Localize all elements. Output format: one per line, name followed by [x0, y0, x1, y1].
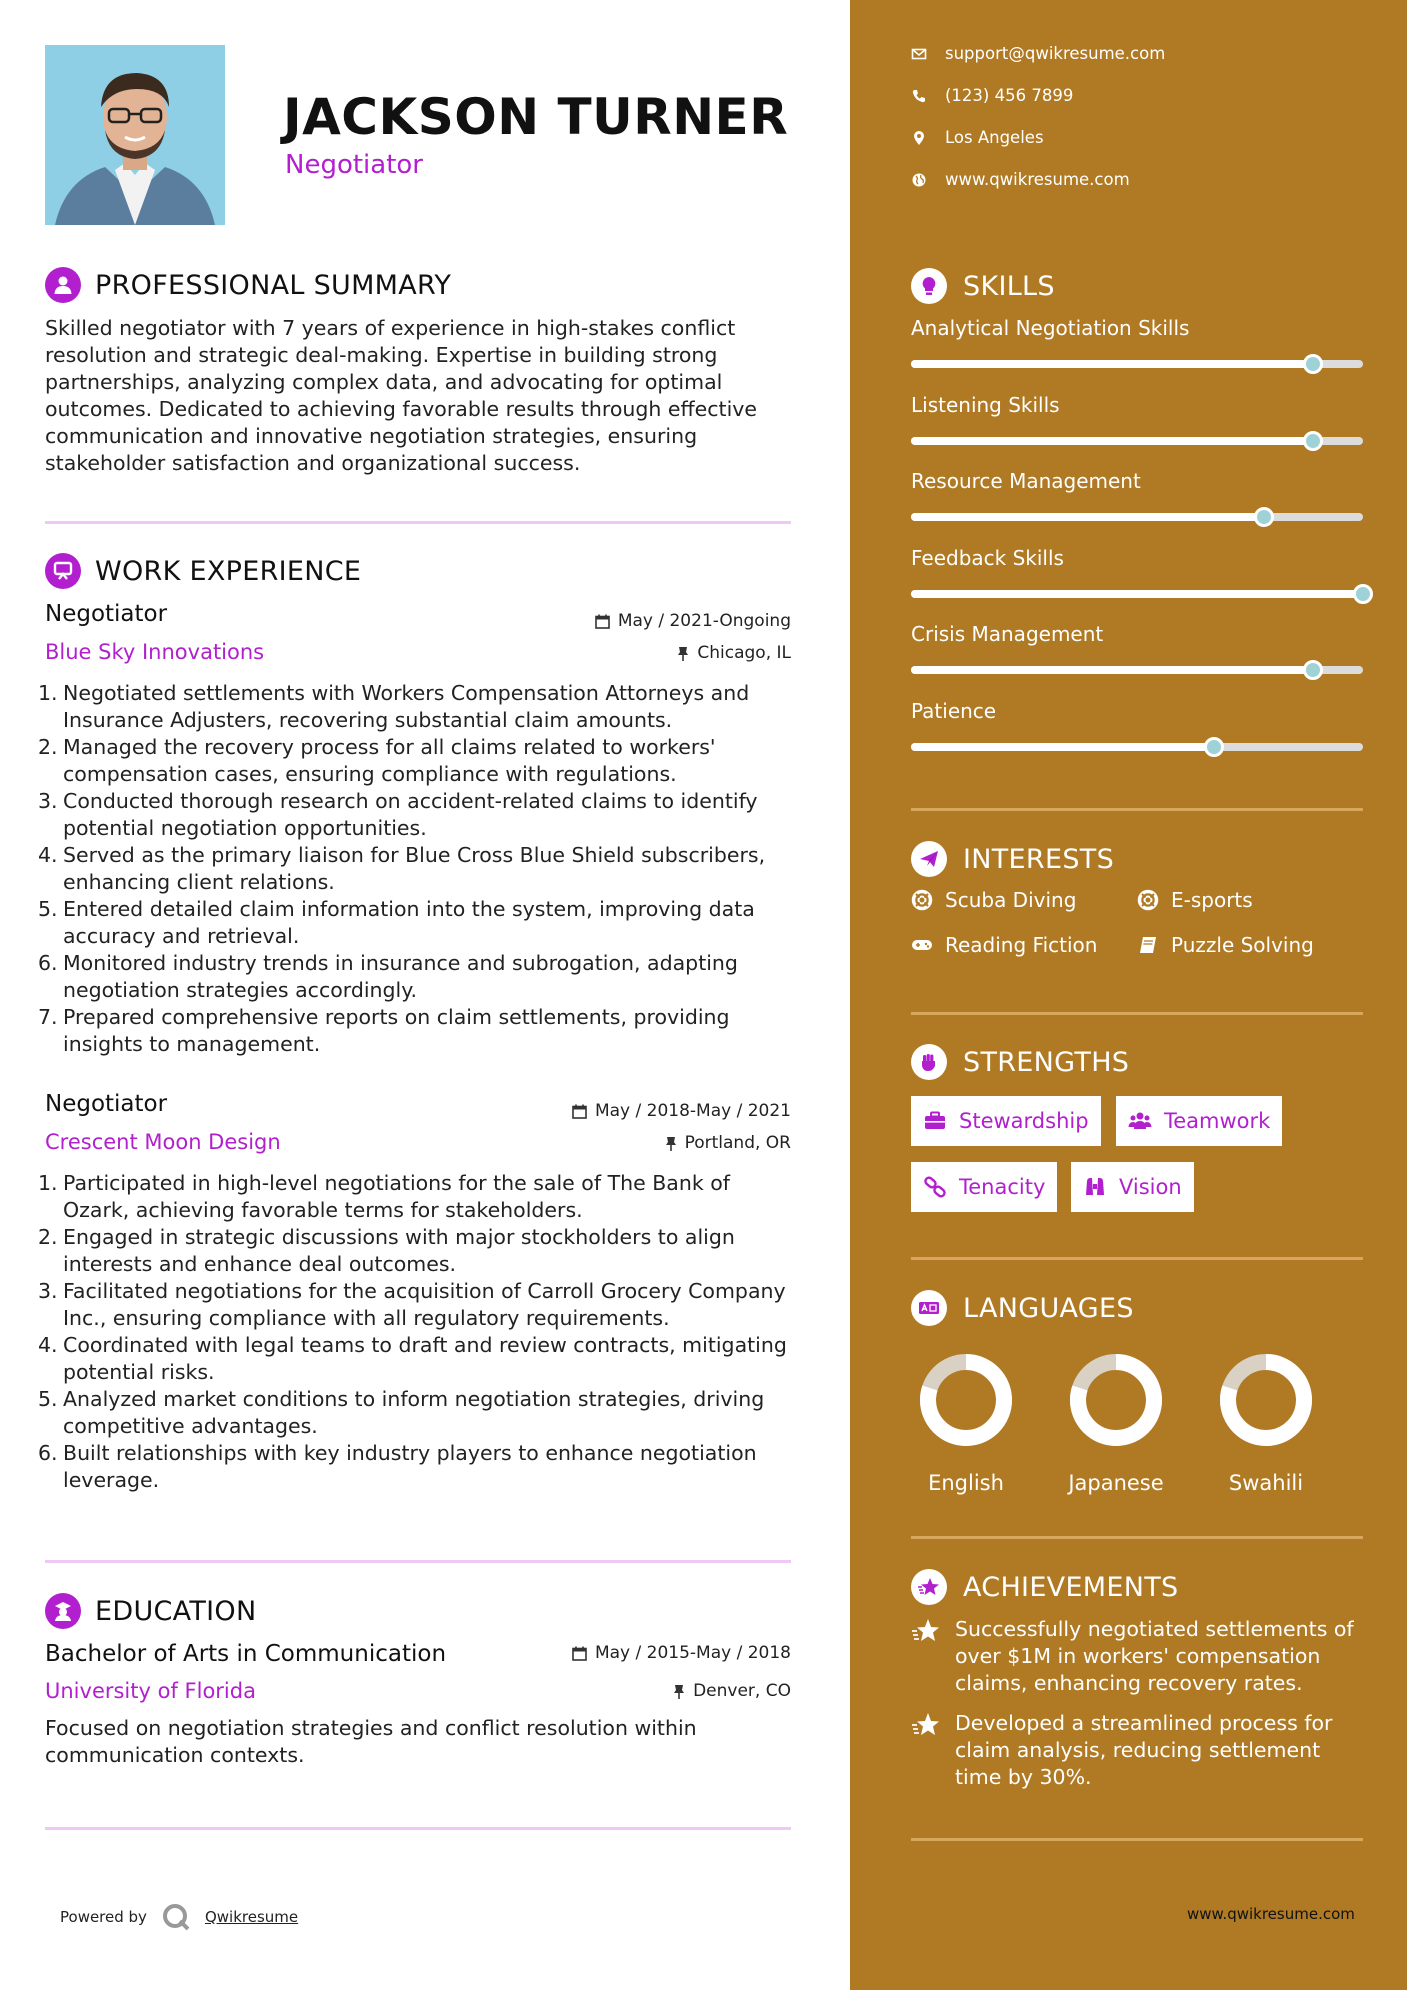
strength-label: Tenacity — [959, 1175, 1046, 1199]
work-heading-row — [45, 553, 361, 589]
interest-item — [1137, 888, 1253, 912]
interests-heading-row — [911, 841, 1114, 877]
duty-number: 7. — [38, 1005, 58, 1029]
contact-website-text: www.qwikresume.com — [945, 170, 1130, 189]
skill-label: Analytical Negotiation Skills — [911, 316, 1190, 340]
duty-item — [38, 1440, 798, 1494]
language-label: Japanese — [1068, 1471, 1164, 1495]
interest-label: Reading Fiction — [945, 933, 1098, 957]
job-location-text: Portland, OR — [684, 1133, 791, 1153]
skill-bar-fill — [911, 743, 1214, 751]
duty-number: 6. — [38, 951, 58, 975]
fist-icon — [911, 1044, 947, 1080]
user-icon — [45, 267, 81, 303]
qwikresume-link[interactable]: Qwikresume — [204, 1908, 299, 1926]
skill-bar-knob — [1353, 584, 1373, 604]
achievements-heading: ACHIEVEMENTS — [963, 1571, 1179, 1603]
skills-heading: SKILLS — [963, 270, 1055, 302]
link-icon — [923, 1175, 947, 1199]
duty-item — [38, 1386, 798, 1440]
job-role: Negotiator — [45, 1091, 168, 1117]
skill-bar-fill — [911, 513, 1264, 521]
language-label: English — [928, 1471, 1004, 1495]
divider — [911, 1536, 1363, 1539]
contact-website[interactable] — [911, 170, 1130, 189]
job-company: Crescent Moon Design — [45, 1130, 281, 1154]
job-location — [677, 643, 791, 663]
binoculars-icon — [1083, 1175, 1107, 1199]
duty-text: Served as the primary liaison for Blue Cross Blue Shield subscribers, enhancing client relations. — [63, 843, 766, 894]
education-location — [673, 1681, 791, 1701]
skill-label: Listening Skills — [911, 392, 1060, 417]
work-heading: WORK EXPERIENCE — [95, 555, 362, 587]
achievements-heading-row — [911, 1569, 1179, 1605]
duty-item — [38, 1332, 798, 1386]
skill-label: Feedback Skills — [911, 545, 1064, 570]
users-icon — [1128, 1109, 1152, 1133]
skill-bar — [911, 743, 1363, 751]
contact-email[interactable] — [911, 44, 1165, 63]
skill-bar — [911, 513, 1363, 521]
language-icon — [911, 1290, 947, 1326]
duty-number: 5. — [38, 1387, 58, 1411]
strength-label: Teamwork — [1164, 1109, 1271, 1133]
duty-item — [38, 680, 798, 734]
achievement-item — [911, 1710, 1366, 1791]
summary-heading: PROFESSIONAL SUMMARY — [95, 269, 452, 301]
strength-badge — [911, 1096, 1101, 1146]
contact-phone — [911, 86, 1073, 105]
duty-item — [38, 842, 798, 896]
duty-number: 1. — [38, 681, 58, 705]
skill-bar-fill — [911, 666, 1313, 674]
job-date — [572, 1101, 791, 1121]
duty-text: Engaged in strategic discussions with major stockholders to align interests and enhance deal outcomes. — [63, 1225, 735, 1276]
language-ring — [1211, 1345, 1321, 1455]
life-ring-icon — [911, 889, 933, 911]
strengths-heading: STRENGTHS — [963, 1046, 1130, 1078]
languages-heading: LANGUAGES — [963, 1292, 1134, 1324]
job-duties-list — [38, 680, 798, 1058]
strength-badge — [1071, 1162, 1194, 1212]
skill-bar — [911, 590, 1363, 598]
interest-item — [1137, 933, 1314, 957]
interest-label: E-sports — [1171, 888, 1253, 912]
interest-label: Scuba Diving — [945, 888, 1077, 912]
job-date — [595, 611, 791, 631]
divider — [911, 1838, 1363, 1841]
education-heading-row — [45, 1593, 256, 1629]
skill-bar — [911, 360, 1363, 368]
graduate-icon — [45, 1593, 81, 1629]
strength-badge — [1116, 1096, 1282, 1146]
strengths-heading-row — [911, 1044, 1129, 1080]
life-ring-icon — [1137, 889, 1159, 911]
pin-icon — [673, 1684, 685, 1699]
duty-number: 4. — [38, 843, 58, 867]
job-location-text: Chicago, IL — [697, 643, 791, 663]
degree: Bachelor of Arts in Communication — [45, 1641, 447, 1667]
duty-item — [38, 1004, 798, 1058]
qwikresume-logo-icon — [161, 1902, 191, 1932]
interest-item — [911, 933, 1097, 957]
skill-label: Resource Management — [911, 469, 1141, 493]
language-ring — [1061, 1345, 1171, 1455]
candidate-title: Negotiator — [285, 150, 423, 180]
contact-location — [911, 128, 1044, 147]
profile-photo — [45, 45, 225, 225]
duty-text: Managed the recovery process for all claims related to workers' compensation cases, ensuring compliance with regulations. — [63, 735, 716, 786]
gamepad-icon — [911, 934, 933, 956]
pin-icon — [665, 1136, 677, 1151]
divider — [911, 1257, 1363, 1260]
skill-bar-knob — [1204, 737, 1224, 757]
languages-heading-row — [911, 1290, 1134, 1326]
book-icon — [1137, 934, 1159, 956]
strength-badge — [911, 1162, 1057, 1212]
school: University of Florida — [45, 1679, 256, 1703]
duty-text: Facilitated negotiations for the acquisition of Carroll Grocery Company Inc., ensuring compliance with all regulatory requirements. — [63, 1279, 786, 1330]
interest-item — [911, 888, 1076, 912]
job-company: Blue Sky Innovations — [45, 640, 265, 664]
briefcase-icon — [923, 1109, 947, 1133]
divider — [911, 808, 1363, 811]
phone-icon — [911, 88, 927, 104]
contact-phone-text: (123) 456 7899 — [945, 86, 1074, 105]
duty-number: 6. — [38, 1441, 58, 1465]
duty-text: Analyzed market conditions to inform negotiation strategies, driving competitive advantages. — [63, 1387, 765, 1438]
interests-heading: INTERESTS — [963, 843, 1115, 875]
duty-text: Participated in high-level negotiations for the sale of The Bank of Ozark, achieving favorable terms for stakeholders. — [63, 1171, 730, 1222]
achievement-item — [911, 1616, 1366, 1697]
achievement-text: Developed a streamlined process for claim analysis, reducing settlement time by 30%. — [955, 1711, 1333, 1789]
education-date — [572, 1643, 791, 1663]
star-icon — [911, 1616, 941, 1646]
job-role: Negotiator — [45, 601, 168, 627]
duty-text: Negotiated settlements with Workers Compensation Attorneys and Insurance Adjusters, recovering substantial claim amounts. — [63, 681, 750, 732]
strength-label: Stewardship — [959, 1109, 1089, 1133]
education-heading: EDUCATION — [95, 1595, 257, 1627]
duty-text: Conducted thorough research on accident-related claims to identify potential negotiation opportunities. — [63, 789, 758, 840]
star-badge-icon — [911, 1569, 947, 1605]
calendar-icon — [595, 614, 610, 629]
lightbulb-icon — [911, 268, 947, 304]
language-ring — [911, 1345, 1021, 1455]
summary-heading-row — [45, 267, 451, 303]
job-duties-list — [38, 1170, 798, 1494]
job-date-text: May / 2018-May / 2021 — [594, 1101, 791, 1121]
duty-text: Monitored industry trends in insurance and subrogation, adapting negotiation strategies accordingly. — [63, 951, 738, 1002]
interest-label: Puzzle Solving — [1171, 933, 1314, 957]
divider — [45, 521, 791, 524]
education-location-text: Denver, CO — [693, 1681, 791, 1701]
envelope-icon — [911, 46, 927, 62]
skills-heading-row — [911, 268, 1055, 304]
skill-bar — [911, 666, 1363, 674]
divider — [911, 1012, 1363, 1015]
powered-by — [60, 1902, 298, 1932]
divider — [45, 1827, 791, 1830]
skill-bar-knob — [1254, 507, 1274, 527]
skill-bar — [911, 437, 1363, 445]
duty-number: 5. — [38, 897, 58, 921]
calendar-icon — [572, 1646, 587, 1661]
footer-website[interactable]: www.qwikresume.com — [1187, 1905, 1355, 1923]
globe-icon — [911, 172, 927, 188]
paper-plane-icon — [911, 841, 947, 877]
candidate-name: JACKSON TURNER — [283, 88, 789, 146]
skill-label: Crisis Management — [911, 622, 1104, 646]
duty-text: Entered detailed claim information into the system, improving data accuracy and retrieval. — [63, 897, 755, 948]
duty-number: 4. — [38, 1333, 58, 1357]
skill-bar-knob — [1303, 431, 1323, 451]
duty-number: 1. — [38, 1171, 58, 1195]
duty-number: 2. — [38, 1225, 58, 1249]
duty-item — [38, 1278, 798, 1332]
summary-text: Skilled negotiator with 7 years of experience in high-stakes conflict resolution and strategic deal-making. Expertise in building strong partnerships, analyzing complex data, and advocating for optimal outcomes. Dedicated to achieving favorable results through effective communication and innovative negotiation strategies, ensuring stakeholder satisfaction and organizational success. — [45, 316, 758, 475]
education-text: Focused on negotiation strategies and conflict resolution within communication contexts. — [45, 1716, 697, 1767]
contact-email-text: support@qwikresume.com — [945, 44, 1166, 63]
contact-location-text: Los Angeles — [945, 128, 1044, 147]
skill-label: Patience — [911, 698, 997, 723]
language-item — [1061, 1345, 1171, 1495]
duty-item — [38, 788, 798, 842]
duty-item — [38, 1170, 798, 1224]
divider — [45, 1560, 791, 1563]
education-date-text: May / 2015-May / 2018 — [594, 1643, 791, 1663]
calendar-icon — [572, 1104, 587, 1119]
skill-bar-fill — [911, 590, 1363, 598]
duty-text: Prepared comprehensive reports on claim settlements, providing insights to management. — [63, 1005, 730, 1056]
language-label: Swahili — [1228, 1471, 1304, 1495]
skill-bar-fill — [911, 437, 1313, 445]
duty-item — [38, 1224, 798, 1278]
job-date-text: May / 2021-Ongoing — [617, 611, 791, 631]
skill-bar-fill — [911, 360, 1313, 368]
achievement-text: Successfully negotiated settlements of over $1M in workers' compensation claims, enhancing recovery rates. — [955, 1617, 1354, 1695]
duty-number: 3. — [38, 1279, 58, 1303]
star-icon — [911, 1710, 941, 1740]
job-location — [665, 1133, 791, 1153]
duty-text: Coordinated with legal teams to draft and review contracts, mitigating potential risks. — [63, 1333, 787, 1384]
duty-text: Built relationships with key industry players to enhance negotiation leverage. — [63, 1441, 757, 1492]
language-item — [911, 1345, 1021, 1495]
duty-number: 3. — [38, 789, 58, 813]
duty-number: 2. — [38, 735, 58, 759]
strength-label: Vision — [1119, 1175, 1182, 1199]
briefcase-icon — [45, 553, 81, 589]
duty-item — [38, 734, 798, 788]
powered-by-label: Powered by — [60, 1908, 147, 1926]
map-marker-icon — [911, 130, 927, 146]
pin-icon — [677, 646, 689, 661]
duty-item — [38, 950, 798, 1004]
language-item — [1211, 1345, 1321, 1495]
duty-item — [38, 896, 798, 950]
